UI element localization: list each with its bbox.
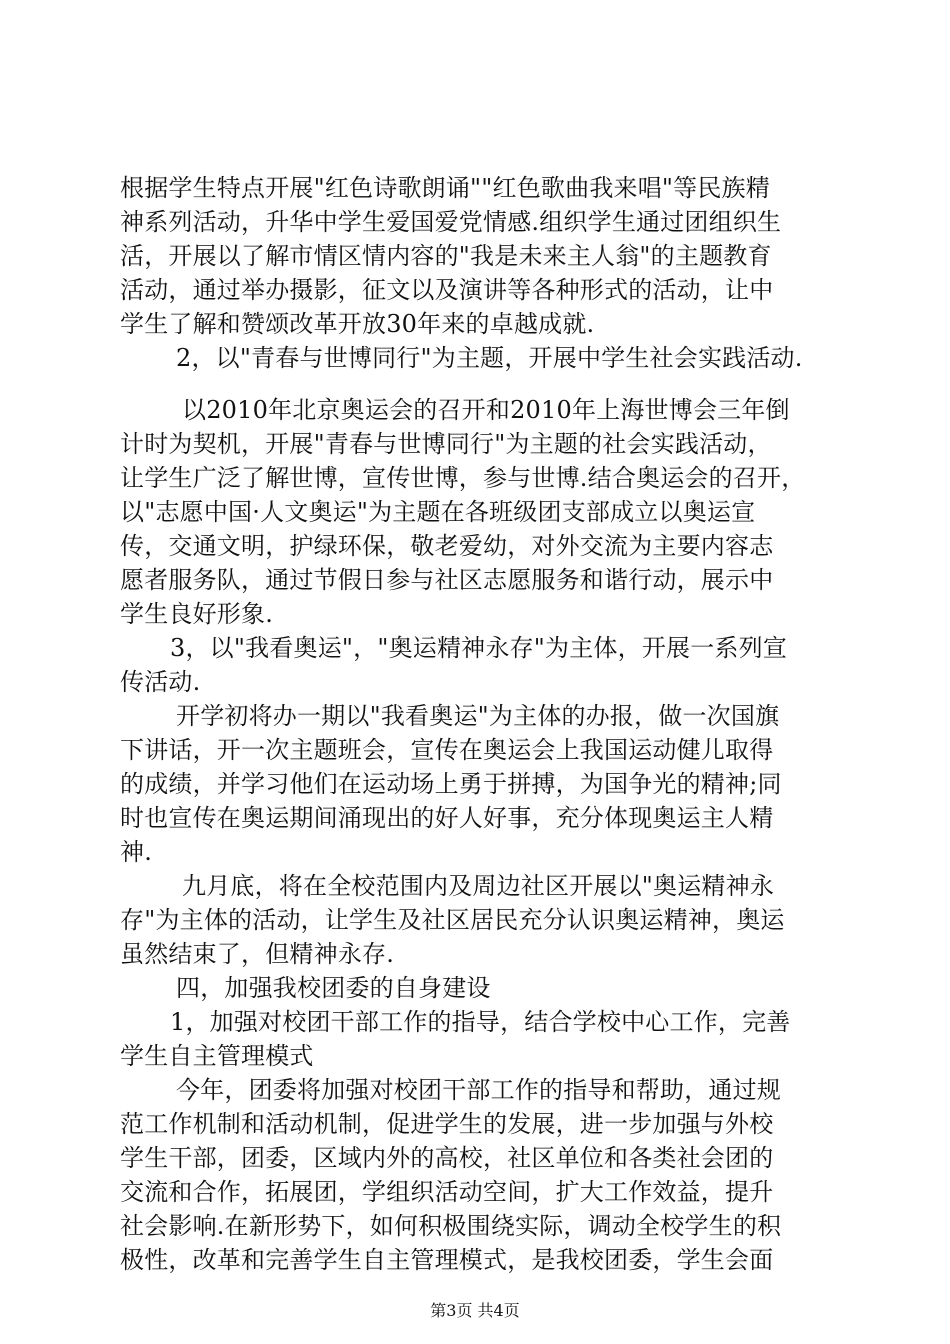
- text-line: 愿者服务队，通过节假日参与社区志愿服务和谐行动，展示中: [120, 566, 774, 594]
- text-line: 活动，通过举办摄影，征文以及演讲等各种形式的活动，让中: [120, 276, 774, 304]
- text-line: 的成绩，并学习他们在运动场上勇于拼搏，为国争光的精神;同: [120, 770, 782, 798]
- text-line: 传，交通文明，护绿环保，敬老爱幼，对外交流为主要内容志: [120, 532, 774, 560]
- text-line: 范工作机制和活动机制，促进学生的发展，进一步加强与外校: [120, 1110, 774, 1138]
- text-line: 神.: [120, 838, 153, 866]
- text-line: 学生了解和赞颂改革开放30年来的卓越成就.: [120, 310, 595, 338]
- text-line: 社会影响.在新形势下，如何积极围绕实际，调动全校学生的积: [120, 1212, 782, 1240]
- text-line: 学生自主管理模式: [120, 1042, 314, 1070]
- text-line: 传活动.: [120, 668, 201, 696]
- text-line: 2，以"青春与世博同行"为主题，开展中学生社会实践活动.: [176, 344, 803, 372]
- text-line: 九月底，将在全校范围内及周边社区开展以"奥运精神永: [182, 872, 775, 900]
- text-line: 神系列活动，升华中学生爱国爱党情感.组织学生通过团组织生: [120, 208, 782, 236]
- text-line: 下讲话，开一次主题班会，宣传在奥运会上我国运动健儿取得: [120, 736, 774, 764]
- text-line: 存"为主体的活动，让学生及社区居民充分认识奥运精神，奥运: [120, 906, 785, 934]
- text-line: 计时为契机，开展"青春与世博同行"为主题的社会实践活动，: [120, 430, 772, 458]
- text-line: 学生干部，团委，区域内外的高校，社区单位和各类社会团的: [120, 1144, 774, 1172]
- text-line: 时也宣传在奥运期间涌现出的好人好事，充分体现奥运主人精: [120, 804, 774, 832]
- text-line: 活，开展以了解市情区情内容的"我是未来主人翁"的主题教育: [120, 242, 772, 270]
- text-line: 以"志愿中国·人文奥运"为主题在各班级团支部成立以奥运宣: [120, 498, 756, 526]
- section-heading: 四，加强我校团委的自身建设: [176, 974, 491, 1002]
- text-line: 1，加强对校团干部工作的指导，结合学校中心工作，完善: [170, 1008, 791, 1036]
- page-number-footer: 第3页 共4页: [430, 1301, 520, 1320]
- text-line: 让学生广泛了解世博，宣传世博，参与世博.结合奥运会的召开，: [120, 464, 806, 492]
- text-line: 根据学生特点开展"红色诗歌朗诵""红色歌曲我来唱"等民族精: [120, 174, 770, 202]
- text-line: 交流和合作，拓展团，学组织活动空间，扩大工作效益，提升: [120, 1178, 774, 1206]
- text-line: 极性，改革和完善学生自主管理模式，是我校团委，学生会面: [120, 1246, 774, 1274]
- text-line: 虽然结束了，但精神永存.: [120, 940, 395, 968]
- text-line: 今年，团委将加强对校团干部工作的指导和帮助，通过规: [176, 1076, 781, 1104]
- text-line: 学生良好形象.: [120, 600, 274, 628]
- text-line: 以2010年北京奥运会的召开和2010年上海世博会三年倒: [182, 396, 790, 424]
- text-line: 开学初将办一期以"我看奥运"为主体的办报，做一次国旗: [176, 702, 780, 730]
- text-line: 3，以"我看奥运"，"奥运精神永存"为主体，开展一系列宣: [170, 634, 788, 662]
